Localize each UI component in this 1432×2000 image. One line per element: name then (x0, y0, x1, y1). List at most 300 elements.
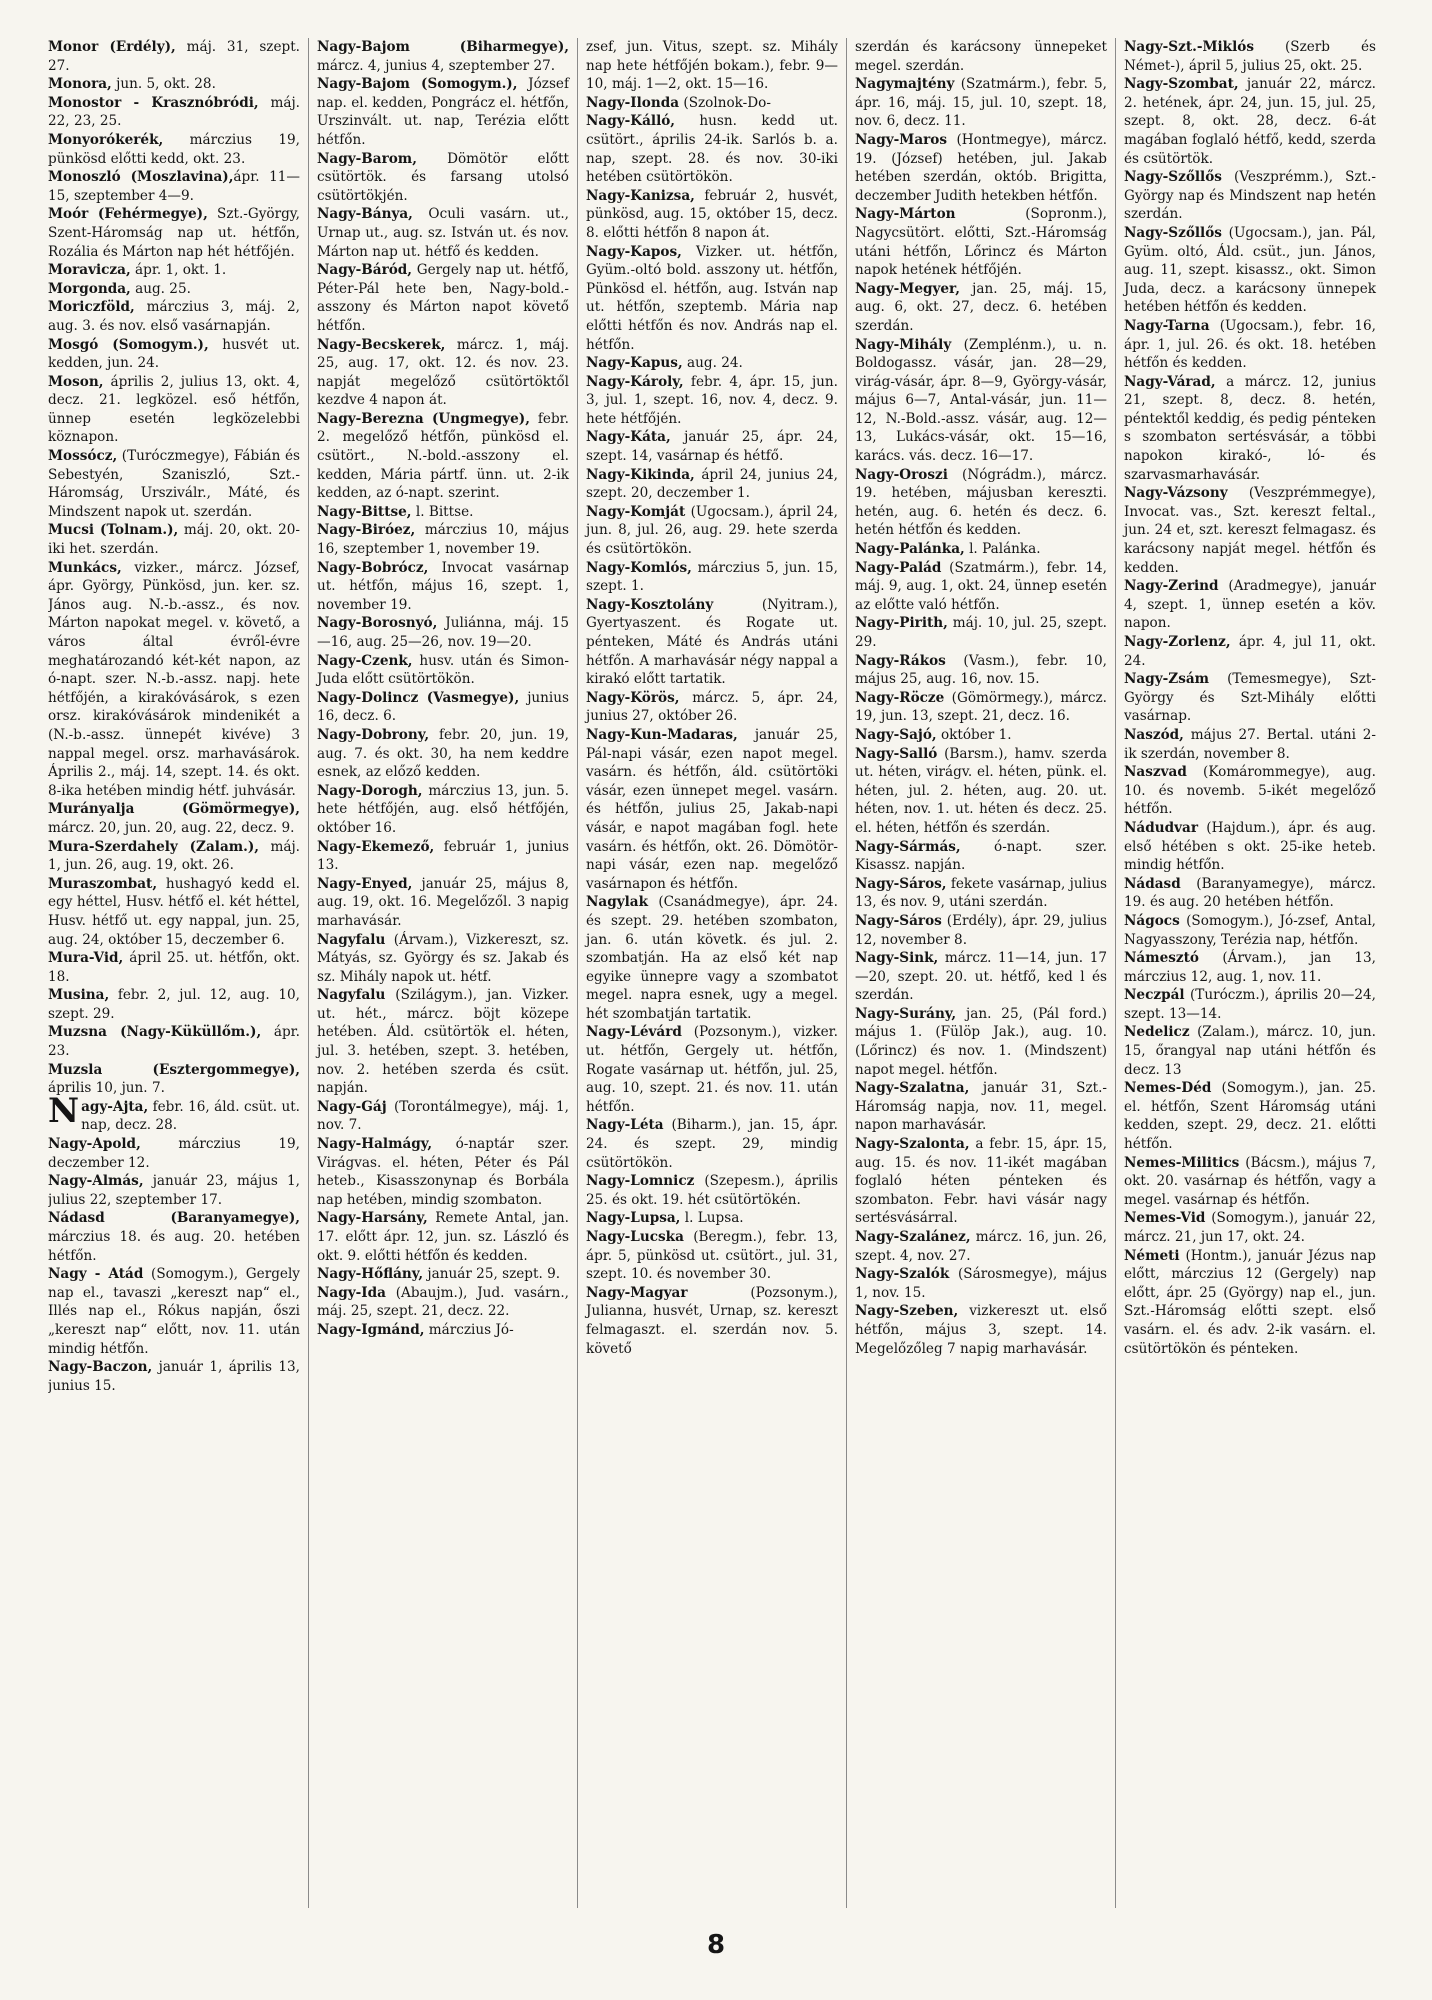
entry-place-name: Nágocs (1124, 912, 1180, 929)
gazetteer-entry (1124, 1023, 1376, 1079)
entry-place-name: Nagy-Zorlenz, (1124, 634, 1231, 650)
entry-dates: máj. 1, jun. 26, aug. 19, okt. 26. (48, 838, 300, 874)
entry-dates: (Nógrádm.), márcz. 19. hetében, májusban kereszti. hetén, aug. 6. hetén és decz. 6. hetén hétfőn és kedden. (855, 466, 1107, 539)
entry-dates: Vizker. ut. hétfőn, Gyüm.-oltó bold. asszony ut. hétfőn, Pünkösd el. hétfőn, aug. István nap ut. hétfőn, szeptemb. Mária nap előtti hétfőn és nov. András nap el. hétfőn. (586, 243, 838, 353)
entry-place-name: Nagy-Gáj (317, 1098, 387, 1115)
gazetteer-entry (586, 243, 838, 355)
entry-place-name: Nagy-Szalók (855, 1266, 950, 1283)
entry-dates: husn. kedd ut. csütört., április 24-ik. Sarlós b. a. nap, szept. 28. és nov. 30-iki hetében csütörtökön. (586, 113, 838, 186)
gazetteer-entry (586, 1228, 838, 1284)
entry-dates: (Somogym.), jan. 25. el. hétfőn, Szent Háromság utáni kedden, szept. 29, decz. 21. előtti hétfőn. (1124, 1080, 1376, 1153)
entry-place-name: Nagy-Szalatna, (855, 1080, 970, 1097)
gazetteer-entry (1124, 1154, 1376, 1210)
gazetteer-entry (1124, 484, 1376, 577)
entry-place-name: Nagy-Kapus, (586, 355, 683, 372)
entry-place-name: Nemes-Vid (1124, 1210, 1206, 1227)
gazetteer-entry (1124, 224, 1376, 317)
entry-dates: (Csanádmegye), ápr. 24. és szept. 29. hetében szombaton, jan. 6. után követk. és jul. 2. szombatján. Ha az első két nap egyike ünnepre vagy a szombatot megel. napra esnek, ugy a megel. hét szombatján tartatik. (586, 894, 838, 1022)
entry-dates: jun. 5, okt. 28. (111, 76, 216, 93)
gazetteer-entry (48, 298, 300, 335)
entry-place-name: Nagy-Dorogh, (317, 782, 423, 799)
gazetteer-entry (48, 373, 300, 447)
entry-place-name: Nagy-Lucska (586, 1229, 684, 1245)
entry-dates: február 2, husvét, pünkösd, aug. 15, október 15, decz. 8. előtti hétfőn 8 napon át. (586, 187, 838, 241)
entry-dates: (Árvam.), jan 13, márczius 12, aug. 1, nov. 11. (1124, 950, 1376, 985)
entry-place-name: Naszód, (1124, 726, 1184, 743)
entry-dates: január 1, április 13, junius 15. (48, 1359, 300, 1394)
gazetteer-entry (317, 75, 569, 149)
entry-place-name: Nagy-Harsány, (317, 1210, 428, 1227)
entry-place-name: Nagy-Ilonda (586, 94, 680, 111)
entry-place-name: Nagy-Vázsony (1124, 485, 1228, 502)
entry-place-name: Nagy-Megyer, (855, 280, 960, 297)
entry-dates: ó-napt. szer. Kisassz. napján. (855, 838, 1107, 874)
gazetteer-entry (586, 1209, 838, 1228)
gazetteer-entry (317, 150, 569, 206)
entry-dates: febr. 2. megelőző hétfőn, pünkösd el. csütört., N.-bold.-asszony el. kedden, Mária pártf. ünn. ut. 2-ik kedden, az ó-napt. szerint. (317, 410, 569, 502)
entry-dates: (Ugocsam.), febr. 16, ápr. 1, jul. 26. és okt. 18. hetében hétfőn és kedden. (1124, 317, 1376, 372)
entry-place-name: Nagy-Szt.-Miklós (1124, 39, 1254, 55)
entry-dates: zsef, jun. Vitus, szept. sz. Mihály nap hete hétfőjén bokam.), febr. 9—10, máj. 1—2, okt. 15—16. (586, 39, 838, 93)
entry-dates: márcz. 16, jun. 26, szept. 4, nov. 27. (855, 1229, 1107, 1264)
entry-place-name: Nagy-Szombat, (1124, 76, 1239, 93)
entry-dates: ápr. 1, okt. 1. (130, 262, 227, 279)
gazetteer-entry (1124, 875, 1376, 912)
entry-place-name: Naszvad (1124, 764, 1187, 781)
entry-dates: január 25, május 8, aug. 19, okt. 16. Megelőzől. 3 napig marhavásár. (317, 875, 569, 929)
entry-dates: aug. 25. (130, 280, 191, 297)
gazetteer-entry (586, 187, 838, 243)
gazetteer-entry (855, 912, 1107, 949)
entry-place-name: Nagy-Berezna (Ungmegye), (317, 410, 530, 427)
entry-dates: január 23, május 1, julius 22, szeptember 17. (48, 1173, 300, 1208)
gazetteer-entry (317, 38, 569, 75)
gazetteer-entry (48, 1090, 300, 1135)
gazetteer-entry (48, 75, 300, 94)
gazetteer-entry (48, 280, 300, 299)
gazetteer-entry (855, 38, 1107, 75)
gazetteer-entry (317, 336, 569, 410)
entry-dates: Gergely nap ut. hétfő, Péter-Pál hete ben, Nagy-bold.-asszony és Márton napot követő hétfőn. (317, 262, 569, 334)
entry-dates: Remete Antal, jan. 17. előtt ápr. 12, jun. sz. László és okt. 9. előtti hétfőn és kedden. (317, 1210, 569, 1264)
gazetteer-entry (1124, 1209, 1376, 1246)
entry-place-name: Nagy-Szalánez, (855, 1229, 971, 1245)
gazetteer-entry (317, 986, 569, 1098)
entry-place-name: Nagy-Báród, (317, 262, 413, 279)
gazetteer-entry (586, 596, 838, 689)
entry-dates: (Zalam.), márcz. 10, jun. 15, őrangyal nap utáni hétfőn és decz. 13 (1124, 1024, 1376, 1078)
entry-dates: ápr. 4, jul 11, okt. 24. (1124, 634, 1376, 669)
entry-place-name: Nagy-Károly, (586, 373, 684, 390)
entry-dates: máj. 31, szept. 27. (48, 39, 301, 74)
entry-dates: (Abaujm.), Jud. vasárn., máj. 25, szept. 21, decz. 22. (317, 1284, 569, 1320)
entry-dates: (Aradmegye), január 4, szept. 1, ünnep esetén a köv. napon. (1124, 578, 1376, 632)
entry-dates: (Erdély), ápr. 29, julius 12, november 8. (855, 912, 1107, 948)
entry-dates: január 25, ápr. 24, szept. 14, vasárnap és hétfő. (586, 429, 838, 465)
entry-dates: (Árvam.), Vizkereszt, sz. Mátyás, sz. György és sz. Jakab és sz. Mihály napok ut. hétf. (317, 931, 569, 985)
gazetteer-entry (48, 1023, 300, 1060)
gazetteer-entry (48, 838, 300, 875)
entry-place-name: Moravicza, (48, 262, 131, 279)
entry-place-name: Nagy-Bittse, (317, 503, 412, 520)
column-5 (1115, 38, 1384, 1908)
entry-dates: (Gömörmegy.), márcz. 19, jun. 13, szept. 21, decz. 16. (855, 689, 1107, 725)
gazetteer-entry (1124, 819, 1376, 875)
entry-dates: márcz. 11—14, jun. 17—20, szept. 20. ut. hétfő, ked l és szerdán. (855, 950, 1107, 1004)
gazetteer-entry (1124, 726, 1376, 763)
entry-place-name: Nagy-Dolincz (Vasmegye), (317, 689, 520, 706)
entry-dates: október 1. (936, 726, 1012, 743)
entry-dates: (Veszprémmegye), Invocat. vas., Szt. kereszt feltal., jun. 24 et, szt. kereszt felmagasz. és karácsony napját megel. hétfőn és kedden. (1124, 485, 1376, 576)
entry-dates: (Hajdum.), ápr. és aug. első hétében s okt. 25-ike heteb. mindig hétfőn. (1124, 819, 1376, 874)
entry-dates: márczius 10, május 16, szeptember 1, november 19. (317, 522, 569, 558)
entry-place-name: Námesztó (1124, 950, 1199, 967)
gazetteer-entry (317, 559, 569, 615)
entry-place-name: Nagy-Kun-Madaras, (586, 726, 738, 743)
entry-place-name: Nagy-Zsám (1124, 671, 1210, 688)
entry-place-name: Nagy-Surány, (855, 1005, 957, 1022)
entry-dates: (Nyitram.), Gyertyaszent. és Rogate ut. pénteken, Máté és András utáni hétfőn. A marhavásár négy nappal a kirakó előtt tartatik. (586, 596, 838, 688)
entry-place-name: Nádasd (Baranyamegye), (48, 1210, 300, 1227)
entry-dates: jan. 25, máj. 15, aug. 6, okt. 27, decz. 6. hetében szerdán. (855, 280, 1107, 334)
column-2 (308, 38, 577, 1908)
entry-dates: márczius 5, jun. 15, szept. 1. (586, 559, 838, 595)
entry-place-name: Nagyfalu (317, 931, 386, 948)
gazetteer-entry (317, 1284, 569, 1321)
entry-dates: márczius 19, pünkösd előtti kedd, okt. 23. (48, 131, 300, 167)
entry-place-name: Nagy-Kosztolány (586, 596, 714, 613)
entry-dates: (Szatmárm.), febr. 5, ápr. 16, máj. 15, jul. 10, szept. 18, nov. 6, decz. 11. (855, 76, 1107, 130)
entry-dates: január 25, Pál-napi vásár, ezen napot megel. vasárn. és hétfőn, áld. csütörtöki vásár, ezen ünnepet megel. vasárn. és hétfőn, julius 25, Jakab-napi vásár, e napot magában fogl. hete vasárn. és hétfőn, okt. 26. Dömötör-napi vásár, ezen nap. megelőző vasárnapon és hétfőn. (586, 726, 838, 892)
entry-dates: (Pozsonym.), vizker. ut. hétfőn, Gergely ut. hétfőn, Rogate vasárnap ut. hétfőn, jul. 25, aug. 10, szept. 21. és nov. 11. után hétfőn. (586, 1024, 838, 1115)
entry-place-name: Nagy-Igmánd, (317, 1321, 425, 1338)
entry-place-name: Nagy-Hőflány, (317, 1266, 424, 1283)
entry-dates: márczius 18. és aug. 20. hetében hétfőn. (48, 1229, 300, 1264)
text-columns (48, 38, 1384, 1908)
gazetteer-entry (586, 466, 838, 503)
entry-place-name: Nagy-Szalonta, (855, 1136, 970, 1153)
entry-place-name: Nagy-Borosnyó, (317, 615, 438, 632)
entry-place-name: Nagy-Becskerek, (317, 336, 446, 353)
gazetteer-entry (1124, 317, 1376, 373)
entry-place-name: Nagy-Sáros, (855, 875, 947, 892)
gazetteer-entry (48, 1265, 300, 1358)
entry-place-name: Musina, (48, 987, 110, 1004)
gazetteer-entry (48, 521, 300, 558)
gazetteer-entry (48, 559, 300, 801)
entry-place-name: Nagy-Enyed, (317, 875, 413, 892)
entry-dates: máj. 22, 23, 25. (48, 94, 300, 130)
gazetteer-entry (1124, 912, 1376, 949)
gazetteer-entry (48, 447, 300, 521)
gazetteer-entry (317, 931, 569, 987)
gazetteer-entry (586, 893, 838, 1023)
gazetteer-entry (855, 466, 1107, 540)
entry-place-name: Nagy-Ida (317, 1284, 386, 1301)
entry-place-name: Nagy-Baczon, (48, 1359, 153, 1376)
gazetteer-entry (855, 1228, 1107, 1265)
entry-place-name: Murányalja (Gömörmegye), (48, 801, 300, 818)
entry-dates: ápril 25. ut. hétfőn, okt. 18. (48, 950, 300, 985)
entry-dates: április 2, julius 13, okt. 4, decz. 21. legközel. eső hétfőn, ünnep esetén legközelebbi köznapon. (48, 373, 300, 446)
entry-place-name: agy-Ajta, (81, 1098, 149, 1115)
entry-place-name: Nagy - Atád (48, 1266, 144, 1283)
entry-place-name: Munkács, (48, 559, 122, 576)
entry-place-name: Nagy-Tarna (1124, 317, 1210, 334)
gazetteer-entry (317, 410, 569, 503)
entry-dates: hushagyó kedd el. egy héttel, Husv. hétfő el. két héttel, Husv. hétfő ut. egy nappal, jun. 25, aug. 24, október 15, deczember 6. (48, 875, 300, 948)
gazetteer-entry (48, 261, 300, 280)
entry-dates: szerdán és karácsony ünnepeket megel. szerdán. (855, 39, 1107, 74)
gazetteer-entry (317, 652, 569, 689)
entry-place-name: Nagy-Lupsa, (586, 1210, 681, 1227)
entry-place-name: Nagy-Dobrony, (317, 726, 430, 743)
gazetteer-entry (855, 131, 1107, 205)
entry-place-name: Németi (1124, 1247, 1180, 1264)
gazetteer-entry (855, 1265, 1107, 1302)
column-4 (846, 38, 1115, 1908)
gazetteer-entry (855, 540, 1107, 559)
entry-place-name: Mossócz, (48, 448, 118, 465)
entry-place-name: Nemes-Déd (1124, 1080, 1212, 1097)
entry-dates: husv. után és Simon-Juda előtt csütörtökön. (317, 652, 569, 688)
entry-place-name: Mosgó (Somogym.), (48, 336, 209, 353)
entry-place-name: Nagy-Szőllős (1124, 224, 1222, 241)
gazetteer-entry (855, 726, 1107, 745)
entry-dates: ápril 24, junius 24, szept. 20, deczember 1. (586, 466, 838, 502)
entry-place-name: Nagy-Sajó, (855, 726, 937, 743)
gazetteer-entry (855, 205, 1107, 279)
entry-place-name: Nagy-Szőllős (1124, 169, 1222, 186)
entry-dates: junius 16, decz. 6. (317, 689, 569, 725)
gazetteer-entry (586, 428, 838, 465)
entry-place-name: Moór (Fehérmegye), (48, 206, 208, 223)
entry-dates: Szt.-György, Szent-Háromság nap ut. hétfőn, Rozália és Márton nap hét hétfőjén. (48, 206, 300, 260)
entry-dates: a márcz. 12, junius 21, szept. 8, decz. 8. hetén, péntektől keddig, és pedig pénteken s szombaton sertésvásár, a többi napokon kirakó-, ló- és szarvasmarhavásár. (1124, 373, 1376, 483)
gazetteer-entry (1124, 763, 1376, 819)
entry-place-name: Mucsi (Tolnam.), (48, 522, 179, 539)
entry-dates: febr. 20, jun. 19, aug. 7. és okt. 30, ha nem keddre esnek, az előző kedden. (317, 726, 569, 781)
entry-place-name: Nagymajtény (855, 76, 955, 93)
gazetteer-entry (48, 205, 300, 261)
entry-place-name: Morgonda, (48, 280, 131, 297)
gazetteer-entry (317, 1135, 569, 1209)
gazetteer-entry (855, 1079, 1107, 1135)
entry-place-name: Nedelicz (1124, 1024, 1190, 1041)
entry-dates: a febr. 15, ápr. 15, aug. 15. és nov. 11-ikét magában foglaló héten pénteken és szombaton. Febr. havi vásár nagy sertésvásárral. (855, 1136, 1107, 1227)
gazetteer-entry (855, 1005, 1107, 1079)
entry-dates: Oculi vasárn. ut., Urnap ut., aug. sz. István ut. és nov. Márton nap ut. hétfő és kedden. (317, 206, 569, 260)
entry-dates: ápr. 11—15, szeptember 4—9. (48, 169, 300, 204)
entry-place-name: Mura-Szerdahely (Zalam.), (48, 838, 260, 855)
gazetteer-entry (1124, 986, 1376, 1023)
entry-place-name: Nagy-Márton (855, 206, 956, 223)
entry-place-name: Nagy-Apold, (48, 1136, 141, 1153)
gazetteer-entry (1124, 38, 1376, 75)
gazetteer-entry (855, 559, 1107, 615)
entry-dates: Juliánna, máj. 15—16, aug. 25—26, nov. 19—20. (317, 615, 569, 650)
entry-dates: (Turóczm.), április 20—24, szept. 13—14. (1124, 987, 1376, 1022)
entry-dates: febr. 4, ápr. 15, jun. 3, jul. 1, szept. 16, nov. 4, decz. 9. hete hétfőjén. (586, 373, 838, 427)
entry-dates: máj. 10, jul. 25, szept. 29. (855, 615, 1107, 650)
gazetteer-entry (855, 336, 1107, 466)
gazetteer-entry (48, 38, 300, 75)
entry-dates: febr. 2, jul. 12, aug. 10, szept. 29. (48, 987, 300, 1022)
gazetteer-entry (317, 503, 569, 522)
entry-place-name: Neczpál (1124, 987, 1185, 1004)
entry-place-name: Nagy-Körös, (586, 689, 680, 706)
entry-place-name: Nagy-Salló (855, 745, 938, 762)
entry-dates: (Somogym.), január 22, márcz. 21, jun 17, okt. 24. (1124, 1210, 1376, 1245)
entry-place-name: Nagy-Kikinda, (586, 466, 695, 483)
entry-place-name: Nagy-Bobrócz, (317, 559, 429, 576)
entry-place-name: Nagyfalu (317, 987, 386, 1004)
entry-place-name: Nagy-Palád (855, 559, 942, 576)
entry-dates: (Hontmegye), márcz. 19. (József) hetében, jul. Jakab hetében szerdán, októb. Brigitta, deczember Judith hetekben hétfőn. (855, 131, 1107, 204)
gazetteer-entry (586, 559, 838, 596)
entry-place-name: Muzsla (Esztergommegye), (48, 1061, 300, 1078)
entry-dates: (Szilágym.), jan. Vizker. ut. hét., márcz. böjt közepe hetében. Áld. csütörtök el. héten, jul. 3. hetében, szept. 3. hetében, nov. 2. hetében szerda és csüt. napján. (317, 987, 569, 1097)
column-3 (577, 38, 846, 1908)
gazetteer-entry (1124, 1079, 1376, 1153)
entry-dates: (Turóczmegye), Fábián és Sebestyén, Szaniszló, Szt.-Háromság, Ursziválr., Máté, és Mindszent napok ut. szerdán. (48, 448, 300, 520)
entry-dates: (Szolnok-Do- (679, 94, 771, 111)
gazetteer-entry (586, 354, 838, 373)
gazetteer-entry (48, 1061, 300, 1098)
entry-dates: (Szatmárm.), febr. 14, máj. 9, aug. 1, okt. 24, ünnep esetén az előtte való hétfőn. (855, 559, 1107, 613)
gazetteer-entry (1124, 75, 1376, 168)
entry-dates: (Torontálmegye), máj. 1, nov. 7. (317, 1098, 569, 1134)
entry-dates: l. Lupsa. (680, 1210, 744, 1227)
entry-dates: márczius 19, deczember 12. (48, 1136, 300, 1171)
gazetteer-entry (586, 373, 838, 429)
entry-dates: (Biharm.), jan. 15, ápr. 24. és szept. 29, mindig csütörtökön. (586, 1117, 838, 1171)
entry-dates: (Veszprémm.), Szt.-György nap és Mindszent nap hetén szerdán. (1124, 169, 1376, 223)
entry-dates: (Somogym.), Gergely nap el., tavaszi „kereszt nap“ el., Illés nap el., Rókus napján, őszi „kereszt nap“ előtt, nov. 11. után mindig hétfőn. (48, 1266, 300, 1357)
gazetteer-entry (48, 336, 300, 373)
entry-dates: fekete vasárnap, julius 13, és nov. 9, utáni szerdán. (855, 875, 1108, 911)
gazetteer-entry (1124, 949, 1376, 986)
gazetteer-entry (855, 689, 1107, 726)
gazetteer-entry (586, 1116, 838, 1172)
gazetteer-entry (1124, 670, 1376, 726)
gazetteer-entry (317, 689, 569, 726)
gazetteer-entry (586, 1172, 838, 1209)
entry-dates: márcz. 5, ápr. 24, junius 27, október 26. (586, 689, 838, 725)
entry-dates: (Beregm.), febr. 13, ápr. 5, pünkösd ut. csütört., jul. 31, szept. 10. és november 30. (586, 1229, 838, 1283)
entry-place-name: Nagy-Bajom (Somogym.), (317, 76, 518, 93)
entry-dates: husvét ut. kedden, jun. 24. (48, 336, 300, 372)
entry-place-name: Nagy-Sink, (855, 950, 939, 967)
gazetteer-entry (586, 112, 838, 186)
gazetteer-entry (855, 280, 1107, 336)
entry-dates: (Baranyamegye), márcz. 19. és aug. 20 hetében hétfőn. (1124, 875, 1376, 911)
entry-dates: l. Palánka. (964, 541, 1041, 558)
entry-place-name: Nagy-Oroszi (855, 466, 948, 483)
entry-dates: vizkereszt ut. első hétfőn, május 3, szept. 14. Megelőzőleg 7 napig marhavásár. (855, 1303, 1107, 1357)
entry-dates: január 25, szept. 9. (423, 1266, 561, 1283)
entry-dates: márcz. 4, junius 4, szeptember 27. (317, 57, 556, 74)
gazetteer-entry (855, 652, 1107, 689)
entry-place-name: Monoszló (Moszlavina), (48, 169, 234, 186)
entry-dates: Invocat vasárnap ut. hétfőn, május 16, szept. 1, november 19. (317, 559, 569, 613)
entry-place-name: Nagy-Sármás, (855, 838, 961, 855)
gazetteer-entry (317, 1265, 569, 1284)
gazetteer-entry (855, 949, 1107, 1005)
entry-dates: május 27. Bertal. utáni 2-ik szerdán, november 8. (1124, 726, 1376, 762)
gazetteer-entry (586, 94, 838, 113)
gazetteer-entry (586, 1023, 838, 1116)
entry-place-name: Nagy-Bajom (Biharmegye), (317, 39, 569, 55)
entry-place-name: Nagy-Barom, (317, 150, 417, 167)
entry-place-name: Nagy-Czenk, (317, 652, 413, 669)
gazetteer-entry (48, 168, 300, 205)
entry-place-name: Nagy-Kanizsa, (586, 187, 695, 204)
entry-dates: aug. 24. (682, 355, 743, 372)
gazetteer-entry (317, 726, 569, 782)
entry-place-name: Nagylak (586, 894, 649, 911)
gazetteer-entry (317, 1209, 569, 1265)
entry-dates: márcz. 1, máj. 25, aug. 17, okt. 12. és nov. 23. napját megelőző csütörtöktől kezdve 4 napon át. (317, 336, 569, 409)
entry-place-name: Nagy-Pirith, (855, 615, 948, 632)
gazetteer-entry (317, 1098, 569, 1135)
gazetteer-entry (317, 782, 569, 838)
entry-place-name: Nagy-Zerind (1124, 578, 1219, 595)
entry-place-name: Nádudvar (1124, 819, 1198, 836)
entry-place-name: Monor (Erdély), (48, 39, 176, 55)
gazetteer-entry (48, 1135, 300, 1172)
entry-place-name: Nagy-Komlós, (586, 559, 692, 576)
entry-dates: febr. 16, áld. csüt. ut. nap, decz. 28. (81, 1098, 300, 1134)
gazetteer-entry (48, 94, 300, 131)
gazetteer-entry (48, 1358, 300, 1395)
gazetteer-entry (855, 75, 1107, 131)
drop-cap: N (48, 1090, 80, 1131)
entry-dates: Dömötör előtt csütörtök. és farsang utolsó csütörtökjén. (317, 150, 569, 204)
entry-place-name: Nagy-Rákos (855, 652, 946, 669)
entry-place-name: Nagy-Komját (586, 503, 686, 520)
entry-dates: (Sárosmegye), május 1, nov. 15. (855, 1266, 1107, 1301)
entry-place-name: Mura-Vid, (48, 950, 124, 967)
entry-place-name: Nagy-Ekemező, (317, 838, 435, 855)
gazetteer-entry (855, 1302, 1107, 1358)
gazetteer-entry (1124, 373, 1376, 485)
entry-place-name: Nagy-Mihály (855, 336, 952, 353)
entry-dates: (Temesmegye), Szt-György és Szt-Mihály előtti vasárnap. (1124, 671, 1376, 725)
entry-place-name: Nagy-Léta (586, 1117, 664, 1134)
entry-dates: márczius Jó- (424, 1321, 514, 1338)
entry-dates: január 22, márcz. 2. hetének, ápr. 24, jun. 15, jul. 25, szept. 8, okt. 28, decz. 6-át magában foglaló hétfő, kedd, szerda és csütörtök. (1124, 76, 1376, 167)
entry-place-name: Monora, (48, 76, 112, 93)
gazetteer-entry (48, 800, 300, 837)
entry-place-name: Nagy-Sáros (855, 912, 942, 929)
gazetteer-entry (48, 949, 300, 986)
entry-place-name: Moriczföld, (48, 299, 135, 316)
entry-dates: (Sopronm.), Nagycsütört. előtti, Szt.-Háromság utáni hétfőn, Lőrincz és Márton napok hetének hétfőjén. (855, 206, 1107, 279)
gazetteer-entry (317, 521, 569, 558)
gazetteer-entry (317, 838, 569, 875)
gazetteer-entry (586, 503, 838, 559)
gazetteer-entry (855, 838, 1107, 875)
gazetteer-entry (48, 875, 300, 949)
gazetteer-entry (1124, 633, 1376, 670)
column-1 (48, 38, 308, 1908)
gazetteer-entry (855, 614, 1107, 651)
entry-dates: (Barsm.), hamv. szerda ut. héten, virágv. el. héten, pünk. el. héten, jul. 2. héten, aug. 20. ut. héten, nov. 1. ut. héten és decz. 25. el. héten, hétfőn és szerdán. (855, 745, 1107, 836)
entry-place-name: Nagy-Röcze (855, 689, 945, 706)
entry-place-name: Nagy-Bánya, (317, 206, 413, 223)
entry-dates: január 31, Szt.-Háromság napja, nov. 11, megel. napon marhavásár. (855, 1080, 1107, 1134)
